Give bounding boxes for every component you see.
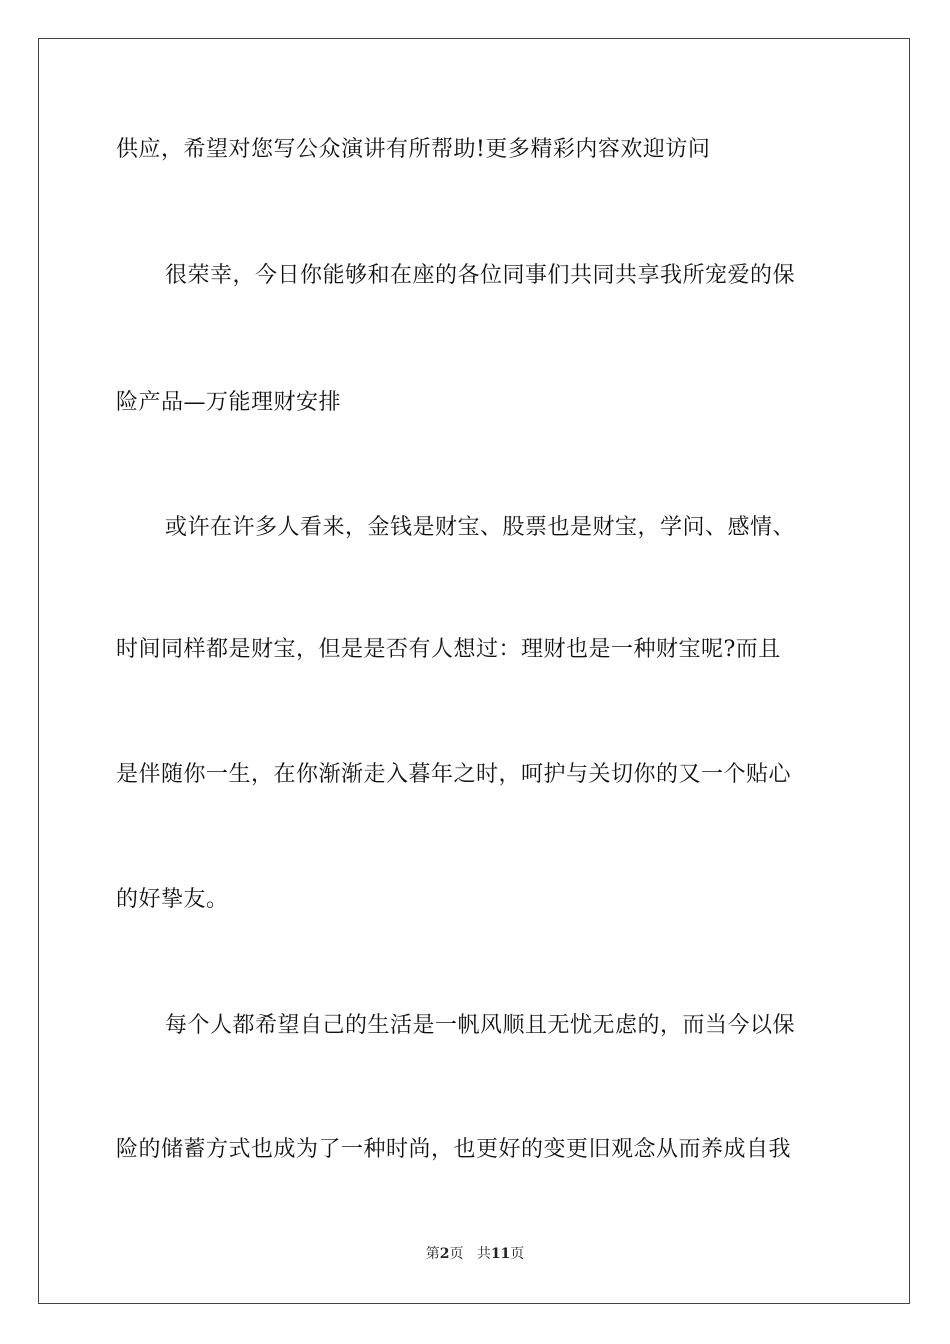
text-line: 供应，希望对您写公众演讲有所帮助!更多精彩内容欢迎访问 xyxy=(116,137,711,162)
text-line: 的好挚友。 xyxy=(116,887,229,912)
page-prefix: 第 xyxy=(425,1246,440,1262)
text-line: 是伴随你一生，在你渐渐走入暮年之时，呵护与关切你的又一个贴心 xyxy=(116,762,792,787)
total-suffix: 页 xyxy=(510,1246,525,1262)
paragraph-start-line: 或许在许多人看来，金钱是财宝、股票也是财宝，学问、感情、 xyxy=(165,515,796,540)
text-line: 险的储蓄方式也成为了一种时尚，也更好的变更旧观念从而养成自我 xyxy=(116,1137,792,1162)
page-number: 2 xyxy=(439,1246,450,1262)
paragraph-start-line: 每个人都希望自己的生活是一帆风顺且无忧无虑的，而当今以保 xyxy=(165,1013,796,1038)
page-footer xyxy=(0,1245,950,1263)
page-border xyxy=(38,38,910,1304)
page-suffix: 页 xyxy=(449,1246,464,1262)
total-pages: 11 xyxy=(490,1246,511,1262)
total-prefix: 共 xyxy=(476,1246,491,1262)
text-line: 险产品—万能理财安排 xyxy=(116,390,342,415)
text-line: 时间同样都是财宝，但是是否有人想过：理财也是一种财宝呢?而且 xyxy=(116,637,781,662)
paragraph-start-line: 很荣幸，今日你能够和在座的各位同事们共同共享我所宠爱的保 xyxy=(165,263,796,288)
